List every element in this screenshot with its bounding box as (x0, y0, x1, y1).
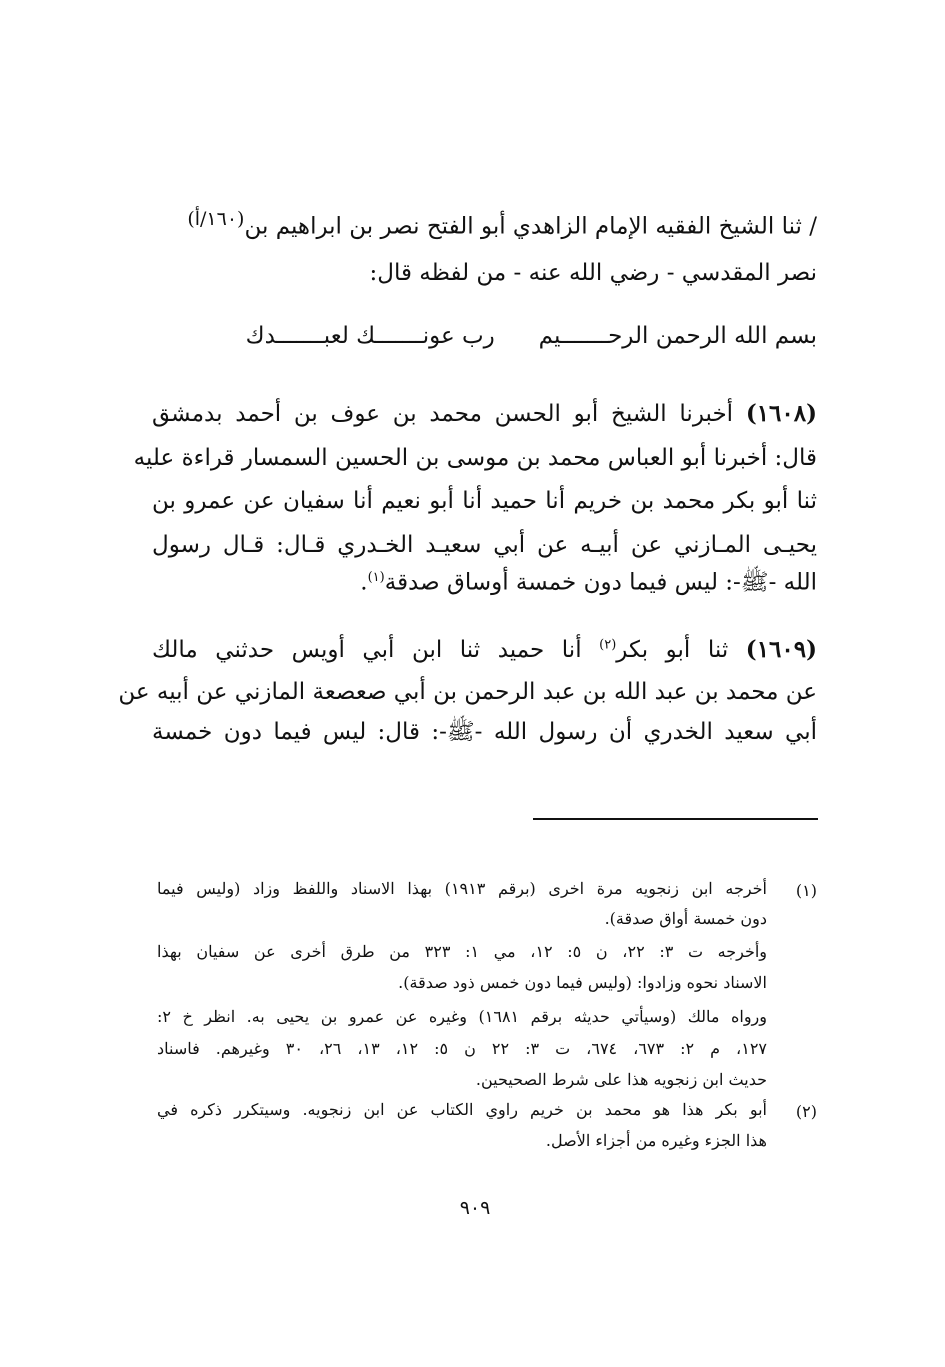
footnote-1-line-3: وأخرجه ت ٣: ٢٢، ن ٥: ١٢، مي ١: ٣٢٣ من طرق أخرى عن سفيان بهذا (157, 942, 768, 961)
footnote-ref-1: (١) (367, 570, 385, 585)
folio-reference: (١٦٠/أ) (187, 208, 245, 230)
footnote-1-line-4: الاسناد نحوه وزادوا: (وليس فيما دون خمس ذود صدقة). (398, 973, 767, 992)
footnote-2-line-2: هذا الجزء وغيره من أجزاء الأصل. (545, 1131, 767, 1150)
hadith-number-1609: (١٦٠٩) (745, 636, 817, 663)
hadith-1608-line-5 (360, 571, 817, 595)
sentence-end: . (360, 569, 368, 596)
footnote-1-line-6: ١٢٧، م ٢: ٦٧٣، ٦٧٤، ت ٣: ٢٢ ن ٥: ١٢، ١٣، ٢٦، ٣٠ وغيرهم. فاسناد (157, 1039, 768, 1058)
footnote-1-line-1: أخرجه ابن زنجويه مرة اخرى (برقم ١٩١٣) بهذا الاسناد واللفظ وزاد (وليس فيما (157, 879, 767, 898)
hadith-1608-line-1 (152, 402, 817, 426)
footnote-1-line-7: حديث ابن زنجويه هذا على شرط الصحيحين. (475, 1070, 767, 1089)
header-line-1 (122, 210, 817, 239)
page-number: ٩٠٩ (459, 1197, 491, 1219)
hadith-1608-line-2: قال: أخبرنا أبو العباس محمد بن موسى بن الحسين السمسار قراءة عليه (133, 445, 817, 471)
hadith-1609-text-1b: أنا حميد ثنا ابن أبي أويس حدثني مالك (152, 637, 582, 663)
footnote-1-line-2: دون خمسة أواق صدقة). (604, 909, 767, 928)
hadith-1608-text-1: أخبرنا الشيخ أبو الحسن محمد بن عوف بن أحمد بدمشق (152, 401, 734, 427)
hadith-1608-line-4: يحيـى المـازني عن أبيـه عن أبي سعيـد الخـدري قـال: قـال رسول (152, 532, 817, 558)
hadith-number-1608: (١٦٠٨) (745, 400, 818, 427)
footnote-1-line-5: ورواه مالك (وسيأتي حديثه برقم ١٦٨١) وغيره عن عمرو بن يحيى به. انظر خ ٢: (157, 1007, 767, 1026)
footnote-separator (533, 818, 818, 820)
footnote-ref-2: (٢) (599, 637, 617, 653)
basmala-line: بسم الله الرحمن الرحـــــــيم رب عونـــــــك لعبـــــــدك (245, 323, 817, 349)
hadith-1608-line-3: ثنا أبو بكر محمد بن خريم أنا حميد أنا أبو نعيم أنا سفيان عن عمرو بن (152, 488, 817, 514)
hadith-1608-text-5: الله -ﷺ-: ليس فيما دون خمسة أوساق صدقة (384, 569, 817, 596)
hadith-1609-line-3: أبي سعيد الخدري أن رسول الله -ﷺ-: قال: ليس فيما دون خمسة (152, 719, 817, 745)
header-line-1-text: / ثنا الشيخ الفقيه الإمام الزاهدي أبو الفتح نصر بن ابراهيم بن (244, 213, 817, 240)
hadith-1609-line-2: عن محمد بن عبد الله بن عبد الرحمن بن أبي صعصعة المازني عن أبيه عن (118, 679, 817, 705)
hadith-1609-text-1a: ثنا أبو بكر (616, 637, 729, 663)
hadith-1609-line-1 (152, 638, 817, 662)
footnote-2-line-1: أبو بكر هذا هو محمد بن خريم راوي الكتاب عن ابن زنجويه. وسيتكرر ذكره في (157, 1100, 768, 1119)
header-line-2: نصر المقدسي - رضي الله عنه - من لفظه قال: (369, 260, 817, 286)
footnote-2-marker: (٢) (795, 1102, 817, 1121)
footnote-1-marker: (١) (795, 881, 817, 900)
